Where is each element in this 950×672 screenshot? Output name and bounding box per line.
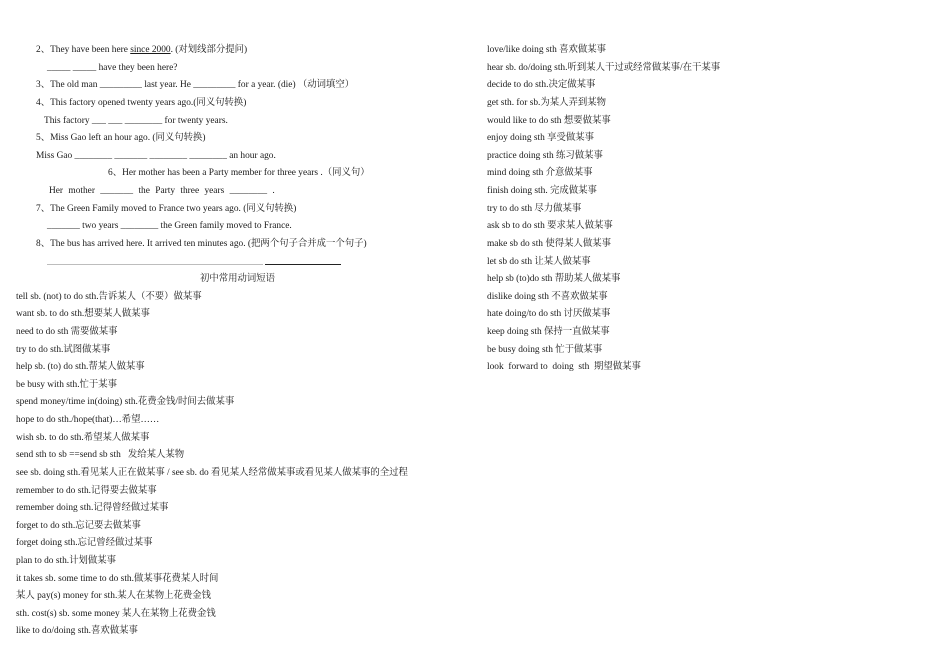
exercise-3: 3、The old man _________ last year. He _________ for a year. (die) （动词填空） xyxy=(36,80,355,90)
exercise-4-question: 4、This factory opened twenty years ago.(同义句转换) xyxy=(36,98,247,108)
phrase-item: be busy doing sth 忙于做某事 xyxy=(487,345,603,355)
answer-blank-line-dark xyxy=(265,264,341,265)
exercise-5-question: 5、Miss Gao left an hour ago. (同义句转换) xyxy=(36,133,206,143)
exercise-6-question: 6、Her mother has been a Party member for three years .（同义句） xyxy=(108,168,370,178)
phrase-item: dislike doing sth 不喜欢做某事 xyxy=(487,292,608,302)
exercise-2-post: . (对划线部分提问) xyxy=(170,45,248,55)
exercise-2-question xyxy=(36,44,247,56)
phrase-item: enjoy doing sth 享受做某事 xyxy=(487,133,595,143)
phrase-item: forget doing sth.忘记曾经做过某事 xyxy=(16,538,153,548)
phrase-item: remember to do sth.记得要去做某事 xyxy=(16,486,157,496)
exercise-2-underlined: since 2000 xyxy=(130,45,171,55)
phrase-item: tell sb. (not) to do sth.告诉某人（不要）做某事 xyxy=(16,292,202,302)
phrase-item: hope to do sth./hope(that)…希望…… xyxy=(16,415,160,425)
phrase-item: love/like doing sth 喜欢做某事 xyxy=(487,45,607,55)
phrase-item: decide to do sth.决定做某事 xyxy=(487,80,596,90)
phrase-item: ask sb to do sth 要求某人做某事 xyxy=(487,221,613,231)
phrase-item: get sth. for sb.为某人弄到某物 xyxy=(487,98,607,108)
phrase-item: it takes sb. some time to do sth.做某事花费某人时间 xyxy=(16,574,219,584)
exercise-7-question: 7、The Green Family moved to France two years ago. (同义句转换) xyxy=(36,204,297,214)
phrase-item: help sb. (to) do sth.帮某人做某事 xyxy=(16,362,145,372)
phrase-item: let sb do sth 让某人做某事 xyxy=(487,257,591,267)
phrase-item: remember doing sth.记得曾经做过某事 xyxy=(16,503,169,513)
phrase-item: look forward to doing sth 期望做某事 xyxy=(487,362,641,372)
phrase-item: help sb (to)do sth 帮助某人做某事 xyxy=(487,274,621,284)
exercise-2-answer: _____ _____ have they been here? xyxy=(47,63,178,73)
exercise-8-question: 8、The bus has arrived here. It arrived ten minutes ago. (把两个句子合并成一个句子) xyxy=(36,239,367,249)
phrase-item: 某人 pay(s) money for sth.某人在某物上花费金钱 xyxy=(16,591,212,601)
phrase-item: need to do sth 需要做某事 xyxy=(16,327,118,337)
phrase-item: make sb do sth 使得某人做某事 xyxy=(487,239,611,249)
phrase-item: forget to do sth.忘记要去做某事 xyxy=(16,521,141,531)
phrase-item: want sb. to do sth.想要某人做某事 xyxy=(16,309,150,319)
phrase-item: sth. cost(s) sb. some money 某人在某物上花费金钱 xyxy=(16,609,216,619)
phrase-item: practice doing sth 练习做某事 xyxy=(487,151,603,161)
phrase-item: would like to do sth 想要做某事 xyxy=(487,116,611,126)
phrase-item: spend money/time in(doing) sth.花费金钱/时间去做某事 xyxy=(16,397,235,407)
phrase-item: finish doing sth. 完成做某事 xyxy=(487,186,597,196)
phrase-item: mind doing sth 介意做某事 xyxy=(487,168,593,178)
exercise-5-answer: Miss Gao ________ _______ ________ ________ an hour ago. xyxy=(36,151,276,161)
phrase-item: like to do/doing sth.喜欢做某事 xyxy=(16,626,138,636)
phrase-item: send sth to sb ==send sb sth 发给某人某物 xyxy=(16,450,185,460)
exercise-4-answer: This factory ___ ___ ________ for twenty years. xyxy=(44,116,228,126)
phrase-item: be busy with sth.忙于某事 xyxy=(16,380,118,390)
exercise-2-pre: 2、They have been here xyxy=(36,45,131,55)
exercise-6-answer: Her mother _______ the Party three years ________ . xyxy=(49,186,275,196)
phrase-item: hate doing/to do sth 讨厌做某事 xyxy=(487,309,611,319)
phrase-item: keep doing sth 保持一直做某事 xyxy=(487,327,610,337)
section-title: 初中常用动词短语 xyxy=(200,274,276,284)
phrase-item: wish sb. to do sth.希望某人做某事 xyxy=(16,433,150,443)
answer-blank-line xyxy=(47,264,263,265)
phrase-item: try to do sth.试图做某事 xyxy=(16,345,111,355)
phrase-item: see sb. doing sth.看见某人正在做某事 / see sb. do 看见某人经常做某事或看见某人做某事的全过程 xyxy=(16,468,408,478)
phrase-item: plan to do sth.计划做某事 xyxy=(16,556,116,566)
phrase-item: hear sb. do/doing sth.听到某人干过或经常做某事/在干某事 xyxy=(487,63,721,73)
exercise-7-answer: _______ two years ________ the Green family moved to France. xyxy=(47,221,292,231)
phrase-item: try to do sth 尽力做某事 xyxy=(487,204,582,214)
